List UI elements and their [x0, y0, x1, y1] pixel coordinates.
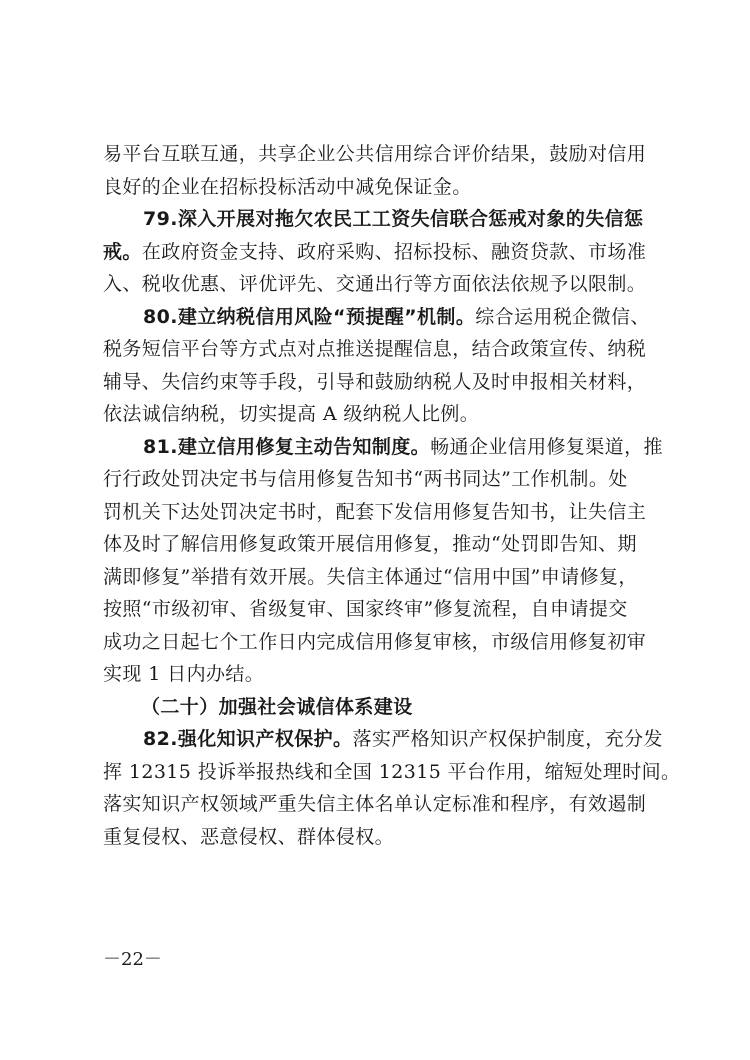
item-title: 81.建立信用修复主动告知制度。 [143, 435, 431, 458]
item-line [103, 236, 663, 269]
item-line [103, 203, 663, 236]
section-heading: （二十）加强社会诚信体系建设 [141, 695, 413, 718]
text-line: 依法诚信纳税，切实提高 A 级纳税人比例。 [103, 403, 480, 425]
item-text: 综合运用税企微信、 [475, 305, 650, 328]
item-text: 在政府资金支持、政府采购、招标投标、融资贷款、市场准 [141, 240, 647, 263]
text-line: 实现 1 日内办结。 [103, 663, 265, 685]
text-line: 满即修复”举措有效开展。失信主体通过“信用中国”申请修复， [103, 565, 638, 588]
text-line: 行行政处罚决定书与信用修复告知书“两书同达”工作机制。处 [103, 468, 628, 490]
text-line: 体及时了解信用修复政策开展信用修复，推动“处罚即告知、期 [103, 533, 637, 555]
text-line: 易平台互联互通，共享企业公共信用综合评价结果，鼓励对信用 [103, 143, 647, 165]
text-line: 按照“市级初审、省级复审、国家终审”修复流程，自申请提交 [103, 598, 628, 620]
body-text [103, 138, 681, 853]
text-line: 入、税收优惠、评优评先、交通出行等方面依法依规予以限制。 [103, 273, 647, 295]
item-text: 落实严格知识产权保护制度，充分发 [352, 728, 663, 750]
item-title: 79.深入开展对拖欠农民工工资失信联合惩戒对象的失信惩 [143, 208, 644, 230]
text-line: 挥 12315 投诉举报热线和全国 12315 平台作用，缩短处理时间。 [103, 760, 681, 783]
item-text: 畅通企业信用修复渠道，推 [430, 435, 663, 458]
text-line: 辅导、失信约束等手段，引导和鼓励纳税人及时申报相关材料， [103, 370, 647, 393]
text-line: 落实知识产权领域严重失信主体名单认定标准和程序，有效遏制 [103, 793, 647, 815]
item-line [103, 723, 663, 756]
item-title: 82.强化知识产权保护。 [143, 728, 353, 750]
item-line [103, 431, 663, 464]
text-line: 成功之日起七个工作日内完成信用修复审核，市级信用修复初审 [103, 630, 647, 653]
text-line: 罚机关下达处罚决定书时，配套下发信用修复告知书，让失信主 [103, 500, 647, 523]
item-line [103, 301, 663, 334]
text-line: 税务短信平台等方式点对点推送提醒信息，结合政策宣传、纳税 [103, 338, 647, 360]
text-line: 重复侵权、恶意侵权、群体侵权。 [103, 825, 395, 848]
item-title: 80.建立纳税信用风险“预提醒”机制。 [143, 305, 476, 328]
page-number: －22－ [103, 949, 162, 970]
item-title: 戒。 [103, 240, 142, 263]
text-line: 良好的企业在招标投标活动中减免保证金。 [103, 175, 472, 198]
